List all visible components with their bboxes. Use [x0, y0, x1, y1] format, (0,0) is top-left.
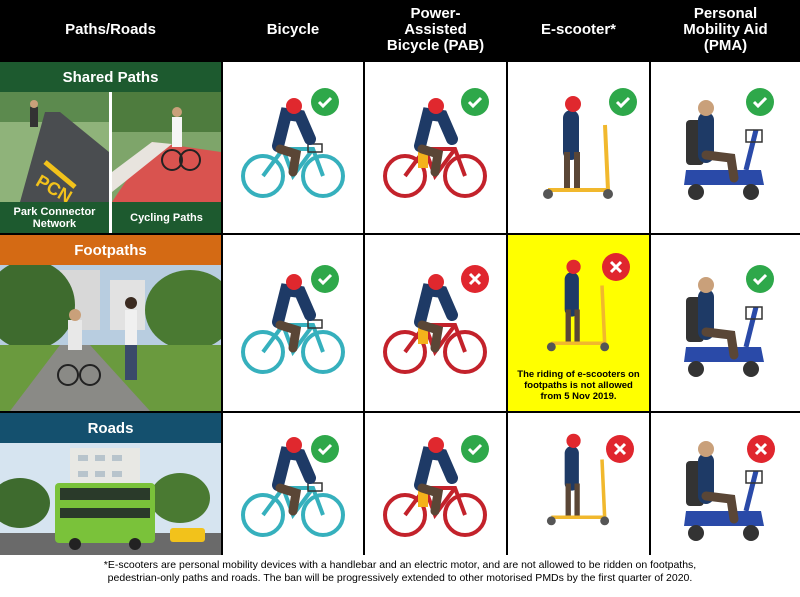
pcn-photo-image: [0, 92, 109, 202]
header-escooter-label: E-scooter*: [540, 21, 617, 38]
cycling-paths-photo-image: [112, 92, 221, 202]
shared-paths-title: [0, 62, 221, 92]
pcn-label: Park Connector Network: [13, 205, 96, 230]
pcn-photo: [0, 92, 109, 233]
shared-escooter-allowed-icon: [609, 88, 637, 116]
roads-pab-allowed-icon: [461, 435, 489, 463]
header-pab-label: Power- Assisted Bicycle (PAB): [386, 5, 485, 54]
roads-pma-not-allowed-icon: [747, 435, 775, 463]
roads-escooter-cell: [508, 413, 649, 555]
header-pma-label: Personal Mobility Aid (PMA): [683, 5, 768, 54]
footpaths-pab-not-allowed-icon: [461, 265, 489, 293]
header-pab: [365, 0, 506, 60]
footpaths-bicycle-allowed-icon: [311, 265, 339, 293]
roads-pab-cell: [365, 413, 506, 555]
header-bicycle-label: Bicycle: [266, 21, 320, 38]
header-escooter: [508, 0, 649, 60]
header-paths-roads-label: Paths/Roads: [65, 21, 156, 38]
shared-pma-allowed-icon: [746, 88, 774, 116]
header-bicycle: [223, 0, 363, 60]
shared-pab-cell: [365, 62, 506, 233]
row-roads: [0, 413, 221, 555]
cycling-paths-label: Cycling Paths: [130, 211, 203, 224]
row-footpaths: [0, 235, 221, 411]
header-paths-roads: [0, 0, 221, 60]
header-pma: [651, 0, 800, 60]
row-shared-paths: [0, 62, 221, 233]
roads-title: [0, 413, 221, 443]
shared-bicycle-cell: [223, 62, 363, 233]
roads-title-label: Roads: [87, 419, 134, 437]
cycling-paths-photo: [112, 92, 221, 233]
shared-pma-cell: [651, 62, 800, 233]
footpaths-pma-cell: [651, 235, 800, 411]
shared-pab-allowed-icon: [461, 88, 489, 116]
roads-photo-image: [0, 443, 221, 555]
footpaths-pma-allowed-icon: [746, 265, 774, 293]
footpaths-photo-image: [0, 265, 221, 411]
footpaths-title-label: Footpaths: [74, 241, 147, 259]
escooter-rider-icon: [538, 427, 618, 532]
footnote: *E-scooters are personal mobility devices with a handlebar and an electric motor, and are not allowed to be ridden on footpaths, pedestrian-only paths and roads. The ban will be progressively extended to other motorised PMDs by the first quarter of 2020.: [103, 559, 697, 584]
shared-escooter-cell: [508, 62, 649, 233]
roads-pma-cell: [651, 413, 800, 555]
roads-escooter-not-allowed-icon: [606, 435, 634, 463]
footpaths-escooter-not-allowed-icon: [602, 253, 630, 281]
escooter-footpath-ban-note: The riding of e-scooters on footpaths is not allowed from 5 Nov 2019.: [517, 369, 640, 402]
footpaths-bicycle-cell: [223, 235, 363, 411]
footpaths-photo: [0, 265, 221, 411]
footpaths-title: [0, 235, 221, 265]
footpaths-escooter-cell: [508, 235, 649, 411]
roads-bicycle-allowed-icon: [311, 435, 339, 463]
roads-photo: [0, 443, 221, 555]
shared-bicycle-allowed-icon: [311, 88, 339, 116]
roads-bicycle-cell: [223, 413, 363, 555]
footpaths-pab-cell: [365, 235, 506, 411]
pcn-marking-text: PCN: [32, 170, 76, 202]
shared-paths-title-label: Shared Paths: [62, 68, 159, 86]
